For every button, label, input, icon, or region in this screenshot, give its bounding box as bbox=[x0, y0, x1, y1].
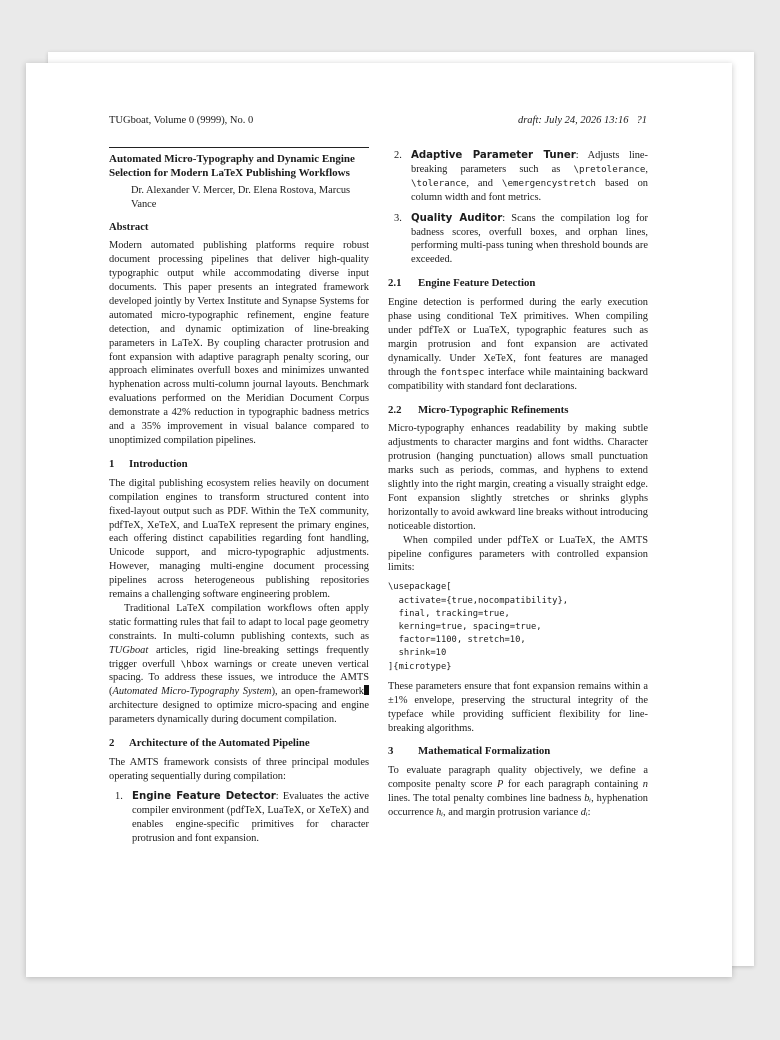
text-run: : bbox=[587, 807, 591, 819]
draft-date: draft: July 24, 2026 13:16 bbox=[517, 115, 629, 126]
text-run: , and bbox=[466, 177, 502, 189]
text-run: architecture designed to optimize micro-spacing and engine parameters dynamically during document compilation. bbox=[109, 700, 369, 726]
inline-code: \emergencystretch bbox=[501, 177, 596, 189]
text-run: ), an open-framework bbox=[271, 686, 364, 698]
micro-paragraph-1: Micro-typography enhances readability by making subtle adjustments to character margins and font widths. Character protrusion (hanging punctuation) allows small punctuation marks such as periods, commas, and hyphens to extend slightly into the right margin, creating a visually straight edge. Font expansion slightly stretches or shrinks glyphs horizontally to avoid awkward line breaks without introducing noticeable distortion. bbox=[388, 423, 648, 532]
list-number: 3. bbox=[394, 212, 402, 224]
text-run: for each paragraph containing bbox=[503, 779, 643, 791]
module-item-2 bbox=[388, 149, 648, 205]
inline-code: \hbox bbox=[180, 658, 209, 670]
text-run: To evaluate paragraph quality objectively, we define a composite penalty score bbox=[388, 765, 648, 791]
module-list-continued bbox=[388, 149, 648, 267]
text-run: lines. The total penalty combines line badness bbox=[388, 793, 585, 805]
module-name: Adaptive Parameter Tuner bbox=[411, 150, 576, 161]
section-title: Mathematical Formalization bbox=[418, 745, 551, 758]
text-run: Traditional LaTeX compilation workflows often apply static formatting rules that fail to adapt to local page geometry constraints. In multi-column publishing contexts, such as bbox=[109, 602, 369, 642]
journal-name: TUGboat bbox=[109, 644, 149, 656]
module-name: Quality Auditor bbox=[411, 212, 503, 224]
section-number: 1 bbox=[109, 457, 115, 470]
module-description: : Scans the compilation log for badness scores, overfull boxes, and orphan lines, performing multi-pass tuning when threshold bounds are exceeded. bbox=[411, 212, 648, 266]
abstract-heading: Abstract bbox=[109, 222, 149, 234]
text-run: , and margin protrusion variance bbox=[443, 807, 581, 819]
page-number: ?1 bbox=[636, 115, 647, 126]
math-variable: bᵢ bbox=[584, 793, 592, 805]
text-run: warnings or create uneven vertical spacing. To address these issues, we introduce the AMTS ( bbox=[109, 658, 369, 698]
text-run: articles, rigid line-breaking settings frequently trigger overfull bbox=[109, 644, 369, 670]
right-column bbox=[388, 149, 648, 820]
text-run: , hyphenation occurrence bbox=[388, 793, 648, 819]
section-number: 2 bbox=[109, 737, 115, 750]
authors: Dr. Alexander V. Mercer, Dr. Elena Rostova, Marcus Vance bbox=[131, 185, 351, 210]
intro-paragraph-1: The digital publishing ecosystem relies heavily on document compilation engines to transform structured content into fixed-layout output such as PDF. Within the TeX community, pdfTeX, XeTeX, and LuaTeX represent the primary engines, each offering distinct capabilities regarding font handling, Unicode support, and micro-typographic adjustments. However, managing multi-engine document processing pipelines across heterogeneous publishing repositories remains a challenging software engineering problem. bbox=[109, 477, 369, 601]
journal-info: TUGboat, Volume 0 (9999), No. 0 bbox=[109, 115, 254, 126]
section-title: Engine Feature Detection bbox=[418, 277, 536, 290]
text-run: , bbox=[645, 163, 648, 175]
micro-paragraph-2: When compiled under pdfTeX or LuaTeX, the AMTS pipeline configures parameters with controlled expansion limits: bbox=[388, 534, 648, 574]
section-number: 2.1 bbox=[388, 277, 402, 290]
subsection-heading-engine-detection bbox=[388, 277, 648, 291]
section-heading-introduction bbox=[109, 458, 369, 472]
architecture-paragraph: The AMTS framework consists of three principal modules operating sequentially during compilation: bbox=[109, 757, 369, 782]
text-run: based on column width and font metrics. bbox=[411, 177, 649, 203]
math-variable: hᵢ bbox=[436, 807, 444, 819]
list-number: 1. bbox=[115, 790, 123, 802]
module-item-3 bbox=[388, 212, 648, 268]
math-variable: n bbox=[642, 779, 648, 791]
intro-paragraph-2 bbox=[109, 602, 369, 727]
amts-expansion: Automated Micro-Typography System bbox=[112, 686, 272, 698]
math-variable: P bbox=[496, 779, 504, 791]
module-name: Engine Feature Detector bbox=[132, 790, 276, 802]
inline-code: fontspec bbox=[440, 366, 485, 378]
section-heading-architecture bbox=[109, 737, 369, 751]
section-number: 2.2 bbox=[388, 403, 402, 416]
text-cursor bbox=[364, 685, 369, 695]
paper-title: Automated Micro-Typography and Dynamic Engine Selection for Modern LaTeX Publishing Workflows bbox=[109, 153, 355, 179]
text-run: Engine detection is performed during the early execution phase using conditional TeX primitives. When compiling under pdfTeX or LuaTeX, typographic features such as margin protrusion and font expansion are activated dynamically. Under XeTeX, font features are managed through the bbox=[388, 297, 648, 378]
abstract-text: Modern automated publishing platforms require robust document processing pipelines that deliver high-quality typographic output while accommodating diverse input documents. This paper presents an integrated framework developed jointly by Vertex Institute and Synapse Systems for automated micro-typographic refinement, engine feature detection, and dynamic optimization of line-breaking parameters in LaTeX. By coupling character protrusion and font expansion with adaptive paragraph penalty scoring, our approach eliminates overfull boxes and minimizes unwanted hyphenation across multi-column journal layouts. Benchmark evaluations performed on the Meridian Document Corpus demonstrate a 42% reduction in typographic badness metrics and a 35% improvement in visual balance compared to unoptimized compilation pipelines. bbox=[109, 240, 369, 446]
micro-paragraph-3: These parameters ensure that font expansion remains within a ±1% envelope, preserving the structural integrity of the typeface while providing sufficient flexibility for line-breaking algorithms. bbox=[388, 680, 648, 734]
math-paragraph bbox=[388, 764, 648, 820]
inline-code: \tolerance bbox=[411, 177, 467, 189]
text-run: : Adjusts line-breaking parameters such as bbox=[411, 150, 648, 175]
draft-info bbox=[518, 115, 647, 126]
section-title: Micro-Typographic Refinements bbox=[418, 403, 569, 416]
section-title: Introduction bbox=[129, 457, 188, 470]
section-title: Architecture of the Automated Pipeline bbox=[129, 737, 310, 750]
section-heading-math bbox=[388, 745, 648, 759]
left-column bbox=[109, 147, 369, 852]
section-number: 3 bbox=[388, 745, 394, 758]
list-number: 2. bbox=[394, 150, 402, 161]
text-run: interface while maintaining backward compatibility with standard font declarations. bbox=[388, 366, 648, 392]
module-item-1 bbox=[109, 790, 369, 846]
title-rule bbox=[109, 147, 369, 148]
inline-code: \pretolerance bbox=[573, 163, 646, 175]
engine-paragraph bbox=[388, 296, 648, 393]
microtype-code-block: \usepackage[ activate={true,nocompatibility}, final, tracking=true, kerning=true, spacing=true, factor=1100, stretch=10, shrink=10 ]{microtype} bbox=[388, 582, 569, 672]
module-list bbox=[109, 790, 369, 846]
math-variable: dᵢ bbox=[580, 807, 588, 819]
module-description: : Evaluates the active compiler environment (pdfTeX, LuaTeX, or XeTeX) and enables engine-specific primitives for character protrusion and font expansion. bbox=[132, 790, 369, 844]
paper-page bbox=[26, 63, 732, 977]
subsection-heading-micro-typography bbox=[388, 404, 648, 418]
